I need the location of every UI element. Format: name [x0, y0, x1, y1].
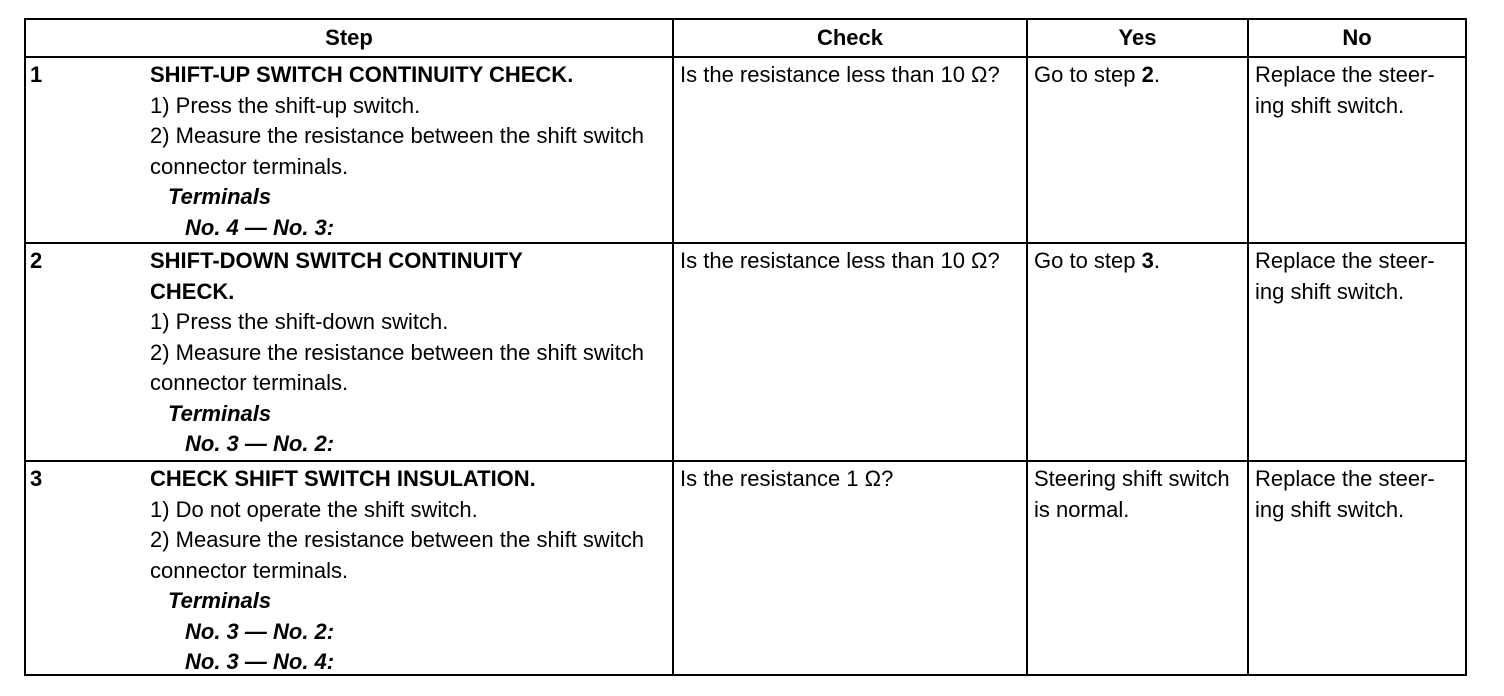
step-number: 1	[30, 62, 43, 87]
step-number: 3	[30, 466, 43, 491]
table-row	[26, 56, 1465, 244]
step-instruction: 1) Press the shift-down switch.	[150, 309, 449, 334]
step-instruction: 2) Measure the resistance between the shift switch connector terminals.	[150, 339, 645, 395]
yes-step-ref: 2	[1141, 62, 1154, 87]
terminal-pair: No. 3 — No. 2:	[185, 618, 335, 644]
table-row	[26, 242, 1465, 462]
no-text: Replace the steer-ing shift switch.	[1255, 466, 1435, 522]
yes-text	[1034, 246, 1241, 277]
yes-cell	[1026, 56, 1247, 242]
step-cell	[26, 242, 672, 460]
step-body	[150, 60, 668, 243]
check-text: Is the resistance less than 10 Ω?	[680, 248, 1000, 273]
terminal-pair: No. 4 — No. 3:	[185, 214, 335, 240]
check-cell	[672, 56, 1026, 242]
step-instruction: 2) Measure the resistance between the shift switch connector terminals.	[150, 123, 645, 179]
terminals-label: Terminals	[168, 588, 272, 613]
no-cell	[1247, 460, 1465, 674]
step-cell	[26, 56, 672, 242]
check-text: Is the resistance 1 Ω?	[680, 466, 894, 491]
terminals-label: Terminals	[168, 184, 272, 209]
no-text: Replace the steer-ing shift switch.	[1255, 248, 1435, 304]
check-text: Is the resistance less than 10 Ω?	[680, 62, 1000, 87]
yes-step-ref: 3	[1141, 248, 1154, 273]
no-text: Replace the steer-ing shift switch.	[1255, 62, 1435, 118]
step-title: SHIFT-UP SWITCH CONTINUITY CHECK.	[150, 62, 574, 87]
step-title: SHIFT-DOWN SWITCH CONTINUITY CHECK.	[150, 248, 523, 304]
yes-cell	[1026, 460, 1247, 674]
table-row	[26, 460, 1465, 674]
step-body	[150, 464, 668, 678]
step-number: 2	[30, 248, 43, 273]
header-yes: Yes	[1026, 20, 1247, 56]
header-check: Check	[672, 20, 1026, 56]
yes-prefix: Go to step	[1034, 62, 1142, 87]
yes-suffix: .	[1153, 248, 1160, 273]
header-step: Step	[325, 25, 373, 50]
yes-text	[1034, 60, 1241, 91]
terminal-pair: No. 3 — No. 4:	[185, 649, 335, 674]
step-cell	[26, 460, 672, 674]
yes-prefix: Go to step	[1034, 248, 1142, 273]
no-cell	[1247, 56, 1465, 242]
diagnostic-table	[24, 18, 1467, 676]
step-body-continued	[150, 307, 668, 460]
step-instruction: 1) Press the shift-up switch.	[150, 92, 421, 118]
terminals-label: Terminals	[168, 400, 272, 426]
yes-suffix: .	[1153, 62, 1160, 87]
yes-cell	[1026, 242, 1247, 460]
step-title: CHECK SHIFT SWITCH INSULATION.	[150, 466, 536, 491]
check-cell	[672, 460, 1026, 674]
step-body	[150, 246, 590, 307]
table-header-row	[26, 20, 1465, 58]
check-cell	[672, 242, 1026, 460]
terminal-pair: No. 3 — No. 2:	[185, 431, 335, 456]
header-no: No	[1247, 20, 1465, 56]
step-instruction: 1) Do not operate the shift switch.	[150, 496, 478, 522]
step-instruction: 2) Measure the resistance between the shift switch connector terminals.	[150, 527, 645, 583]
yes-text: Steering shift switch is normal.	[1034, 466, 1230, 522]
no-cell	[1247, 242, 1465, 460]
